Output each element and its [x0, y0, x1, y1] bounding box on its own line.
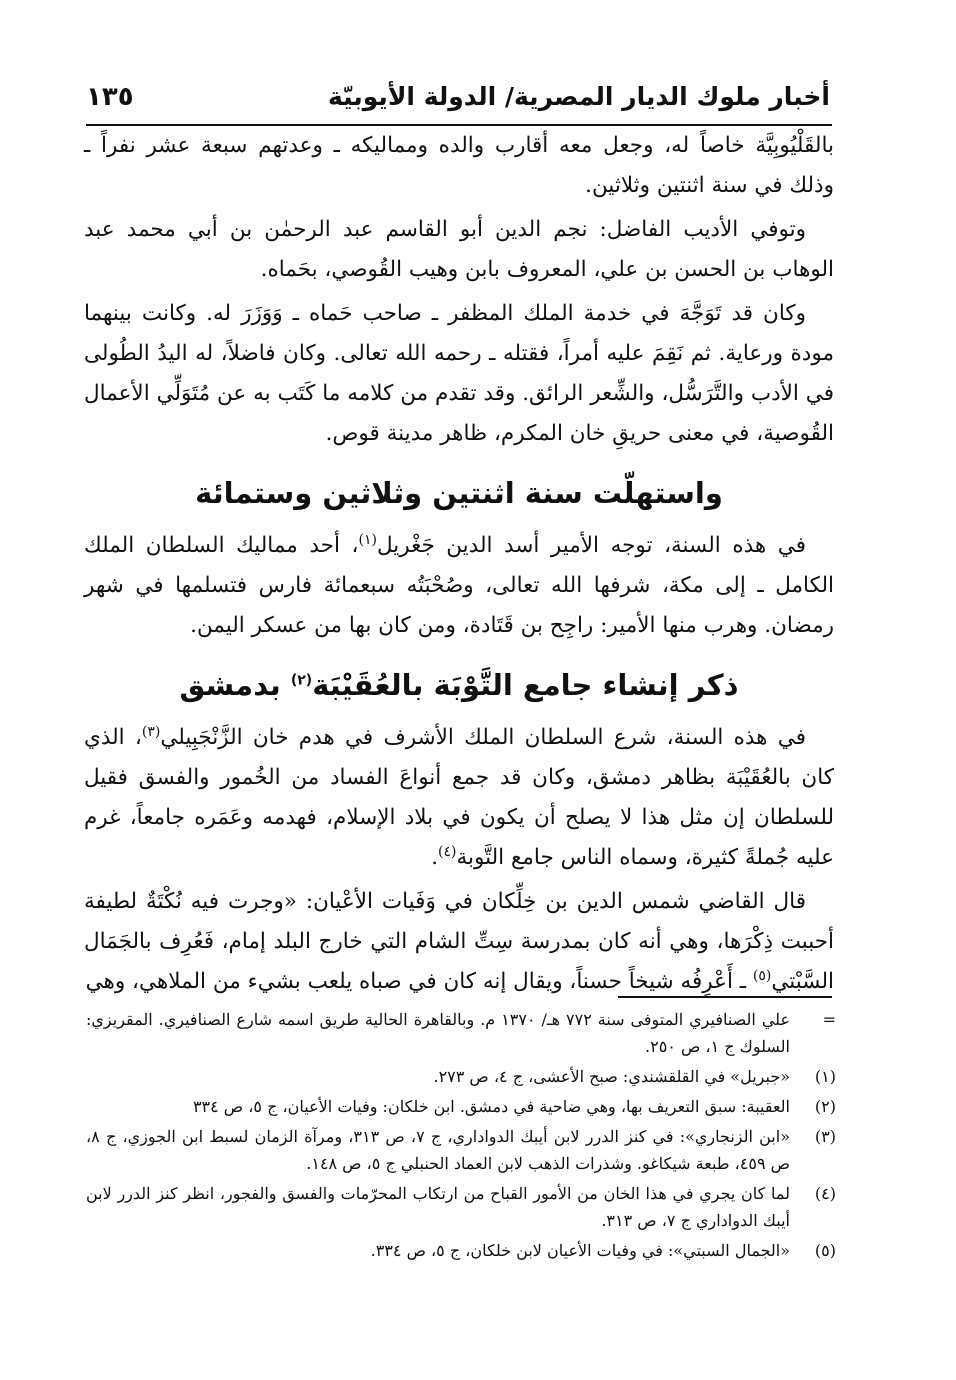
footnote-2	[86, 1093, 836, 1120]
running-title: أخبار ملوك الديار المصرية/ الدولة الأيوبيّة	[328, 82, 830, 111]
paragraph-2: وتوفي الأديب الفاضل: نجم الدين أبو القاسم عبد الرحمٰن بن أبي محمد عبد الوهاب بن الحسن بن علي، المعروف بابن وهيب القُوصي، بحَماه.	[84, 217, 834, 282]
section-heading-year: واستهلّت سنة اثنتين وثلاثين وستمائة	[195, 476, 723, 510]
footnote-4	[86, 1180, 836, 1234]
footnote-text: لما كان يجري في هذا الخان من الأمور القباح من ارتكاب المحرّمات والفسق والفجور، انظر كنز الدرر لابن أيبك الدواداري ج ٧، ص ٣١٣.	[86, 1184, 790, 1230]
footnote-rule	[618, 996, 832, 998]
footnote-number: =	[822, 1010, 836, 1029]
footnote-5	[86, 1237, 836, 1264]
footnote-1	[86, 1063, 836, 1090]
footnote-number: (٥)	[814, 1241, 836, 1260]
footnote-number: (٤)	[814, 1184, 836, 1203]
footnote-text: «ابن الزنجاري»: في كنز الدرر لابن أيبك الدواداري، ج ٧، ص ٣١٣، ومرآة الزمان لسبط ابن الجوزي، ج ٨، ص ٤٥٩، طبعة شيكاغو. وشذرات الذهب لابن العماد الحنبلي ج ٥، ص ١٤٨.	[86, 1127, 790, 1173]
footnote-ref-3: (٣)	[141, 723, 161, 740]
footnote-number: (٣)	[814, 1127, 836, 1146]
footnotes	[86, 1006, 836, 1267]
footnote-text: العقيبة: سبق التعريف بها، وهي ضاحية في دمشق. ابن خلكان: وفيات الأعيان، ج ٥، ص ٣٣٤	[192, 1097, 790, 1116]
footnote-number: (١)	[814, 1067, 836, 1086]
paragraph-6	[84, 882, 834, 1002]
footnote-3	[86, 1123, 836, 1177]
paragraph-5-text-b: ، الذي كان بالعُقَيْبَة بظاهر دمشق، وكان قد جمع أنواعَ الفساد من الخُمور والفسق فقيل للسلطان إن مثل هذا لا يصلح أن يكون في بلاد الإسلام، فهدمه وعَمَره جامعاً، غرم عليه جُملةً كثيرة، وسماه الناس جامع التَّوبة	[84, 725, 834, 870]
footnote-number: (٢)	[814, 1097, 836, 1116]
footnote-continued	[86, 1006, 836, 1060]
footnote-ref-1: (١)	[358, 531, 377, 548]
paragraph-1: بالقَلْيُوبِيَّة خاصاً له، وجعل معه أقارب والده ومماليكه ـ وعدتهم سبعة عشر نفراً ـ وذلك في سنة اثنتين وثلاثين.	[84, 133, 834, 198]
paragraph-5-text-c: .	[431, 845, 439, 870]
paragraph-3: وكان قد تَوَجَّهَ في خدمة الملك المظفر ـ صاحب حَماه ـ وَوَزَرَ له. وكانت بينهما مودة ورعاية. ثم نَقِمَ عليه أمراً، فقتله ـ رحمه الله تعالى. وكان فاضلاً، له اليدُ الطُولى في الأدب والتَّرَسُّل، والشِّعر الرائق. وقد تقدم من كلامه ما كَتَب به عن مُتَوَلِّي الأعمال القُوصية، في معنى حريقِ خان المكرم، ظاهر مدينة قوص.	[84, 301, 834, 446]
paragraph-4-text-a: في هذه السنة، توجه الأمير أسد الدين جَغْريل	[376, 533, 806, 558]
paragraph-6-text-a: قال القاضي شمس الدين بن خِلِّكان في وَفَيات الأعْيان: «وجرت فيه نُكْتَةٌ لطيفة أحببت ذِكْرَها، وهي أنه كان بمدرسة سِتِّ الشام التي خارج البلد إمام، فَعُرِف بالجَمَال السَّبْتي	[84, 889, 834, 994]
main-text	[84, 126, 834, 1006]
running-header	[86, 72, 830, 122]
footnote-text: علي الصنافيري المتوفى سنة ٧٧٢ هـ/ ١٣٧٠ م. وبالقاهرة الحالية طريق اسمه شارع الصنافيري. المقريزي: السلوك ج ١، ص ٢٥٠.	[86, 1010, 791, 1056]
footnote-ref-2: (٢)	[290, 672, 313, 689]
page-number: ١٣٥	[86, 82, 134, 112]
footnote-ref-5: (٥)	[752, 967, 772, 984]
heading-2-text-a: ذكر إنشاء جامع التَّوْبَة بالعُقَيْبَة	[312, 668, 739, 702]
heading-2-text-b: بدمشق	[179, 668, 291, 702]
paragraph-5-text-a: في هذه السنة، شرع السلطان الملك الأشرف في هدم خان الزَّنْجَبِيلي	[160, 725, 806, 750]
paragraph-4	[84, 526, 834, 646]
section-heading-mosque	[84, 662, 834, 708]
footnote-text: «الجمال السبتي»: في وفيات الأعيان لابن خلكان، ج ٥، ص ٣٣٤.	[370, 1241, 790, 1260]
footnote-ref-4: (٤)	[438, 843, 457, 860]
paragraph-6-text-b: ـ أَعْرِفُه شيخاً حسناً، ويقال إنه كان في صباه يلعب بشيء من الملاهي، وهي	[85, 969, 753, 994]
paragraph-5	[84, 718, 834, 878]
footnote-text: «جبريل» في القلقشندي: صبح الأعشى، ج ٤، ص ٢٧٣.	[433, 1067, 790, 1086]
paragraph-4-text-b: ، أحد مماليك السلطان الملك الكامل ـ إلى مكة، شرفها الله تعالى، وصُحْبَتُه سبعمائة فارس فتسلمها في شهر رمضان. وهرب منها الأمير: راجِح بن قَتَادة، ومن كان بها من عسكر اليمن.	[84, 533, 834, 638]
